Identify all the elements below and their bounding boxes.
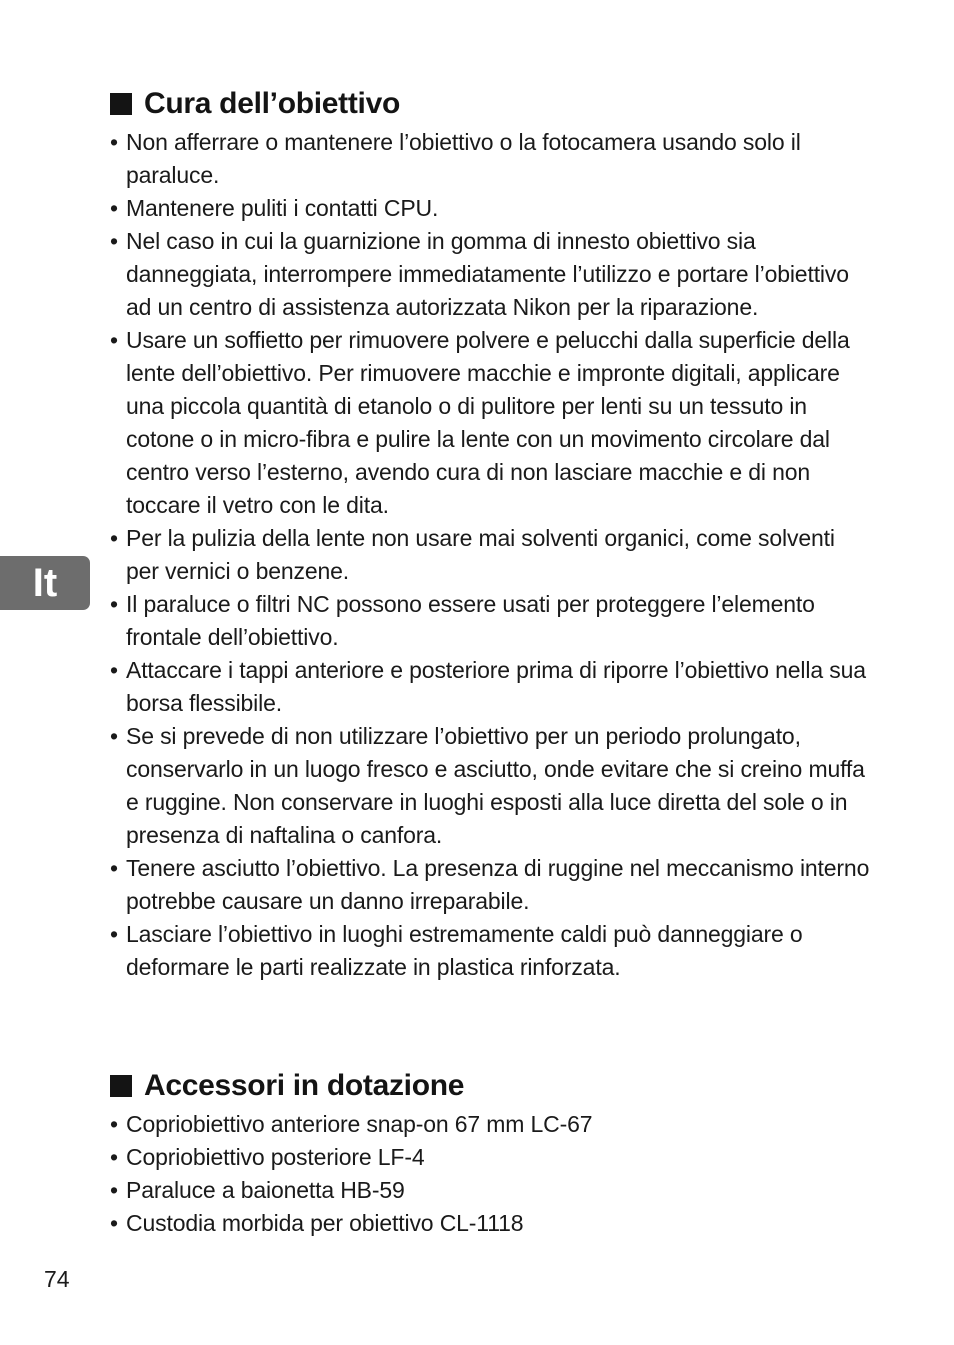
bullet-dot-icon: • [110, 855, 118, 881]
bullet-dot-icon: • [110, 228, 118, 254]
square-bullet-icon [110, 1075, 132, 1097]
list-item [110, 225, 870, 324]
list-item [110, 1174, 870, 1207]
list-item-text: Non afferrare o mantenere l’obiettivo o la fotocamera usando solo il paraluce. [126, 129, 801, 188]
list-item-text: Per la pulizia della lente non usare mai solventi organici, come solventi per vernici o benzene. [126, 525, 835, 584]
list-item-text: Copriobiettivo posteriore LF-4 [126, 1144, 425, 1170]
list-item [110, 720, 870, 852]
lens-care-list [110, 126, 870, 984]
section-title-lens-care [110, 86, 870, 122]
accessories-list [110, 1108, 870, 1240]
section-title-accessories [110, 1068, 870, 1104]
square-bullet-icon [110, 93, 132, 115]
list-item [110, 852, 870, 918]
list-item [110, 588, 870, 654]
bullet-dot-icon: • [110, 195, 118, 221]
list-item-text: Custodia morbida per obiettivo CL-1118 [126, 1210, 524, 1236]
bullet-dot-icon: • [110, 921, 118, 947]
bullet-dot-icon: • [110, 525, 118, 551]
list-item [110, 1141, 870, 1174]
list-item [110, 126, 870, 192]
list-item-text: Lasciare l’obiettivo in luoghi estremamente caldi può danneggiare o deformare le parti realizzate in plastica rinforzata. [126, 921, 803, 980]
language-tab: It [0, 556, 90, 610]
list-item-text: Attaccare i tappi anteriore e posteriore prima di riporre l’obiettivo nella sua borsa flessibile. [126, 657, 866, 716]
section-title-text: Cura dell’obiettivo [144, 87, 400, 120]
bullet-dot-icon: • [110, 591, 118, 617]
section-title-text: Accessori in dotazione [144, 1069, 465, 1102]
list-item [110, 522, 870, 588]
list-item-text: Il paraluce o filtri NC possono essere usati per proteggere l’elemento frontale dell’obiettivo. [126, 591, 815, 650]
section-lens-care [110, 86, 870, 984]
bullet-dot-icon: • [110, 1111, 118, 1137]
bullet-dot-icon: • [110, 1210, 118, 1236]
bullet-dot-icon: • [110, 1177, 118, 1203]
list-item-text: Tenere asciutto l’obiettivo. La presenza di ruggine nel meccanismo interno potrebbe causare un danno irreparabile. [126, 855, 870, 914]
list-item [110, 192, 870, 225]
list-item-text: Copriobiettivo anteriore snap-on 67 mm LC-67 [126, 1111, 593, 1137]
list-item [110, 1207, 870, 1240]
list-item-text: Se si prevede di non utilizzare l’obiettivo per un periodo prolungato, conservarlo in un luogo fresco e asciutto, onde evitare che si creino muffa e ruggine. Non conservare in luoghi esposti alla luce diretta del sole o in presenza di naftalina o canfora. [126, 723, 865, 848]
list-item [110, 654, 870, 720]
list-item [110, 918, 870, 984]
list-item-text: Nel caso in cui la guarnizione in gomma di innesto obiettivo sia danneggiata, interrompere immediatamente l’utilizzo e portare l’obiettivo ad un centro di assistenza autorizzata Nikon per la riparazione. [126, 228, 849, 320]
page-number: 74 [44, 1266, 70, 1292]
section-supplied-accessories [110, 1068, 870, 1240]
bullet-dot-icon: • [110, 723, 118, 749]
list-item-text: Mantenere puliti i contatti CPU. [126, 195, 439, 221]
list-item [110, 1108, 870, 1141]
bullet-dot-icon: • [110, 1144, 118, 1170]
bullet-dot-icon: • [110, 327, 118, 353]
list-item-text: Paraluce a baionetta HB-59 [126, 1177, 405, 1203]
bullet-dot-icon: • [110, 657, 118, 683]
list-item-text: Usare un soffietto per rimuovere polvere e pelucchi dalla superficie della lente dell’obiettivo. Per rimuovere macchie e impronte digitali, applicare una piccola quantità di etanolo o di pulitore per lenti su un tessuto in cotone o in micro-fibra e pulire la lente con un movimento circolare dal centro verso l’esterno, avendo cura di non lasciare macchie e di non toccare il vetro con le dita. [126, 327, 850, 518]
bullet-dot-icon: • [110, 129, 118, 155]
list-item [110, 324, 870, 522]
